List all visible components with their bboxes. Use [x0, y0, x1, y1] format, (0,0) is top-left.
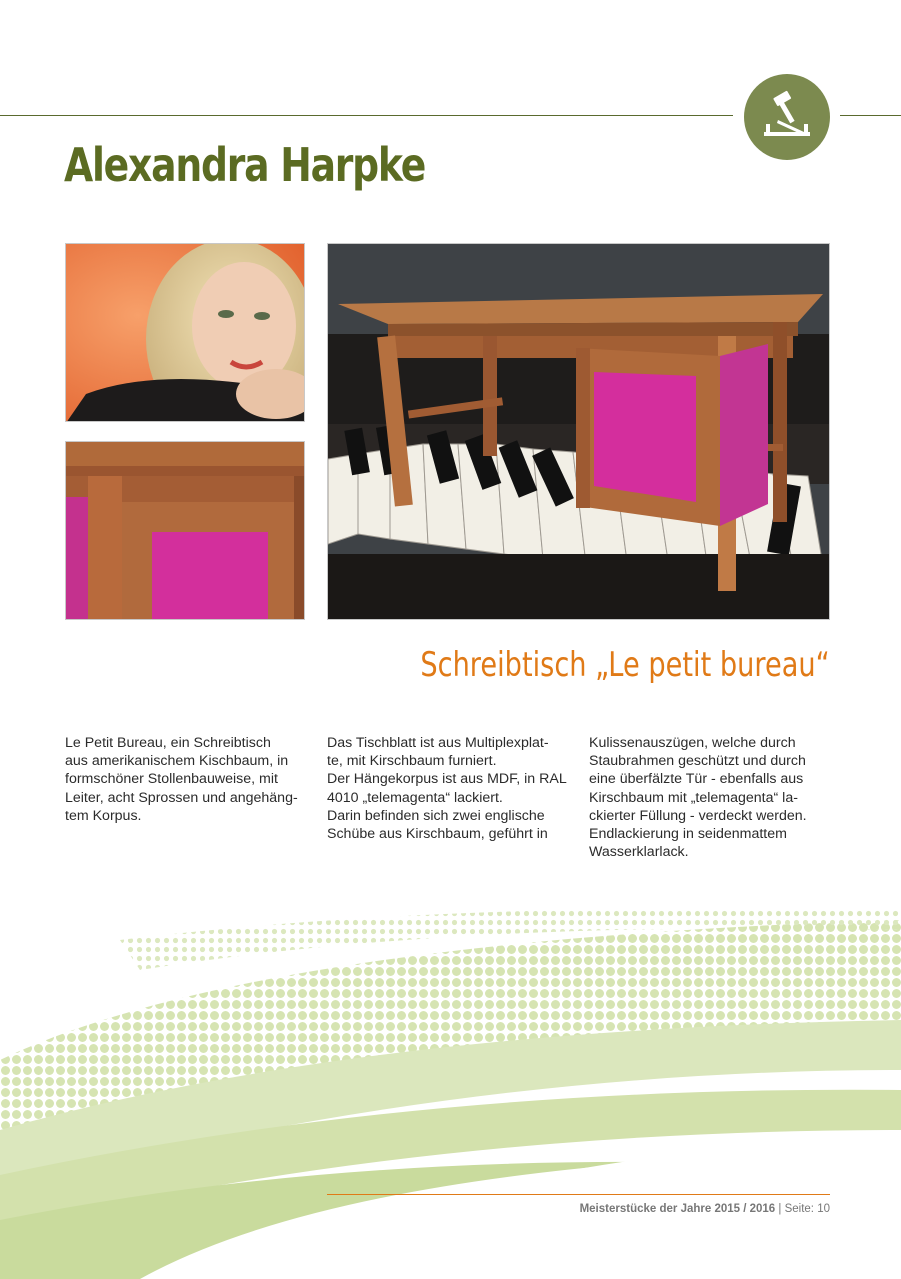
article-line: tem Korpus. [65, 807, 142, 824]
article-column-2 [327, 734, 567, 843]
article-line: Kulissenauszügen, welche durch [589, 735, 796, 751]
decorative-wave [0, 900, 901, 1279]
article-line: Staubrahmen geschützt und durch [589, 753, 806, 770]
article-column-1 [65, 734, 305, 825]
desk-detail-photo [65, 441, 305, 620]
article-line: Das Tischblatt ist aus Multiplexplat- [327, 735, 549, 751]
header-rule-right [840, 115, 901, 116]
article-line: Schübe aus Kirschbaum, geführt in [327, 826, 548, 843]
article-column-3 [589, 734, 829, 861]
article-subtitle: Schreibtisch „Le petit bureau“ [420, 645, 830, 685]
article-line: Leiter, acht Sprossen und angehäng- [65, 789, 298, 806]
article-line: Le Petit Bureau, ein Schreibtisch [65, 735, 271, 751]
portrait-photo [65, 243, 305, 422]
article-line: Kirschbaum mit „telemagenta“ la- [589, 789, 798, 806]
article-line: formschöner Stollenbauweise, mit [65, 771, 278, 788]
publication-title: Meisterstücke der Jahre 2015 / 2016 [579, 1203, 776, 1215]
header-rule-left [0, 115, 733, 116]
article-line: ckierter Füllung - verdeckt werden. [589, 807, 807, 824]
article-line: Darin befinden sich zwei englische [327, 807, 545, 824]
footer-separator: | [775, 1203, 785, 1215]
page-number: Seite: 10 [784, 1203, 830, 1215]
article-line: Der Hängekorpus ist aus MDF, in RAL [327, 771, 567, 788]
article-line: 4010 „telemagenta“ lackiert. [327, 789, 503, 806]
hammer-chisel-icon [744, 74, 830, 160]
article-line: Endlackierung in seidenmattem [589, 826, 787, 843]
article-line: aus amerikanischem Kischbaum, in [65, 753, 289, 770]
desk-on-piano-photo [327, 243, 830, 620]
article-line: Wasserklarlack. [589, 844, 689, 861]
craft-badge [744, 74, 830, 160]
footer-rule [327, 1194, 830, 1195]
page-footer [580, 1203, 830, 1215]
article-line: eine überfälzte Tür - ebenfalls aus [589, 771, 804, 788]
author-name: Alexandra Harpke [64, 138, 426, 192]
article-line: te, mit Kirschbaum furniert. [327, 753, 497, 770]
